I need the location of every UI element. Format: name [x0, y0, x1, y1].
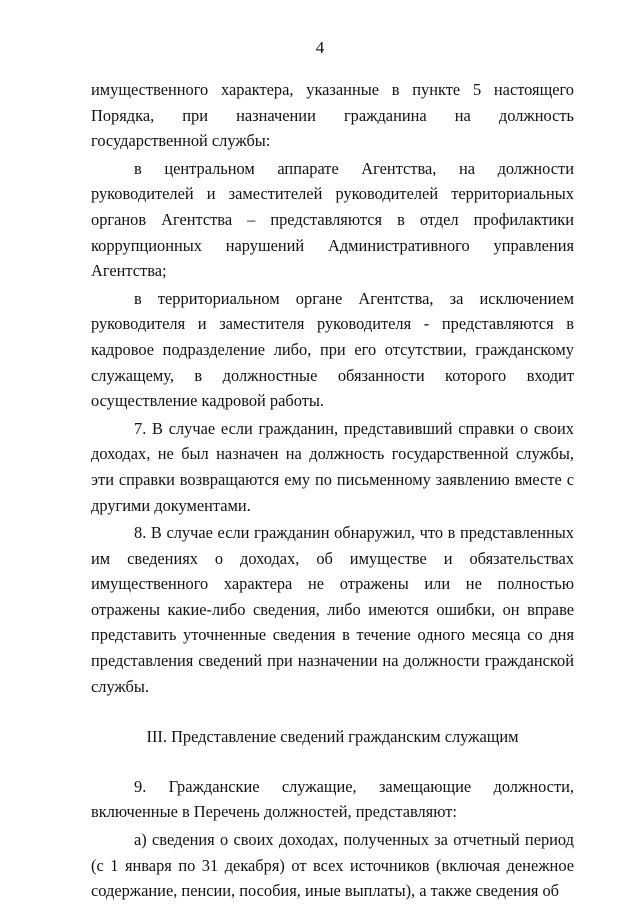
paragraph-item-7: 7. В случае если гражданин, представивший справки о своих доходах, не был назначен на должность государственной службы, эти справки возвращаются ему по письменному заявлению вместе с другими документами.	[91, 418, 574, 515]
paragraph-item-9: 9. Гражданские служащие, замещающие должности, включенные в Перечень должностей, представляют:	[91, 776, 574, 822]
paragraph-territorial-office: в территориальном органе Агентства, за исключением руководителя и заместителя руководителя - представляются в кадровое подразделение либо, при его отсутствии, гражданскому служащему, в должностные обязанности которого входит осуществление кадровой работы.	[91, 288, 574, 411]
paragraph-central-office: в центральном аппарате Агентства, на должности руководителей и заместителей руководителей территориальных органов Агентства – представляются в отдел профилактики коррупционных нарушений Административного управления Агентства;	[91, 158, 574, 281]
paragraph-continuation: имущественного характера, указанные в пункте 5 настоящего Порядка, при назначении гражданина на должность государственной службы:	[91, 80, 574, 151]
page-number: 4	[315, 38, 325, 57]
document-body	[91, 77, 574, 904]
paragraph-item-8: 8. В случае если гражданин обнаружил, что в представленных им сведениях о доходах, об имуществе и обязательствах имущественного характера не отражены или не полностью отражены какие-либо сведения, либо имеются ошибки, он вправе представить уточненные сведения в течение одного месяца со дня представления сведений при назначении на должности гражданской службы.	[91, 523, 574, 696]
paragraph-item-9a: а) сведения о своих доходах, полученных за отчетный период (с 1 января по 31 декабря) от всех источников (включая денежное содержание, пенсии, пособия, иные выплаты), а также сведения об	[91, 830, 574, 901]
section-heading: III. Представление сведений гражданским служащим	[146, 727, 519, 747]
